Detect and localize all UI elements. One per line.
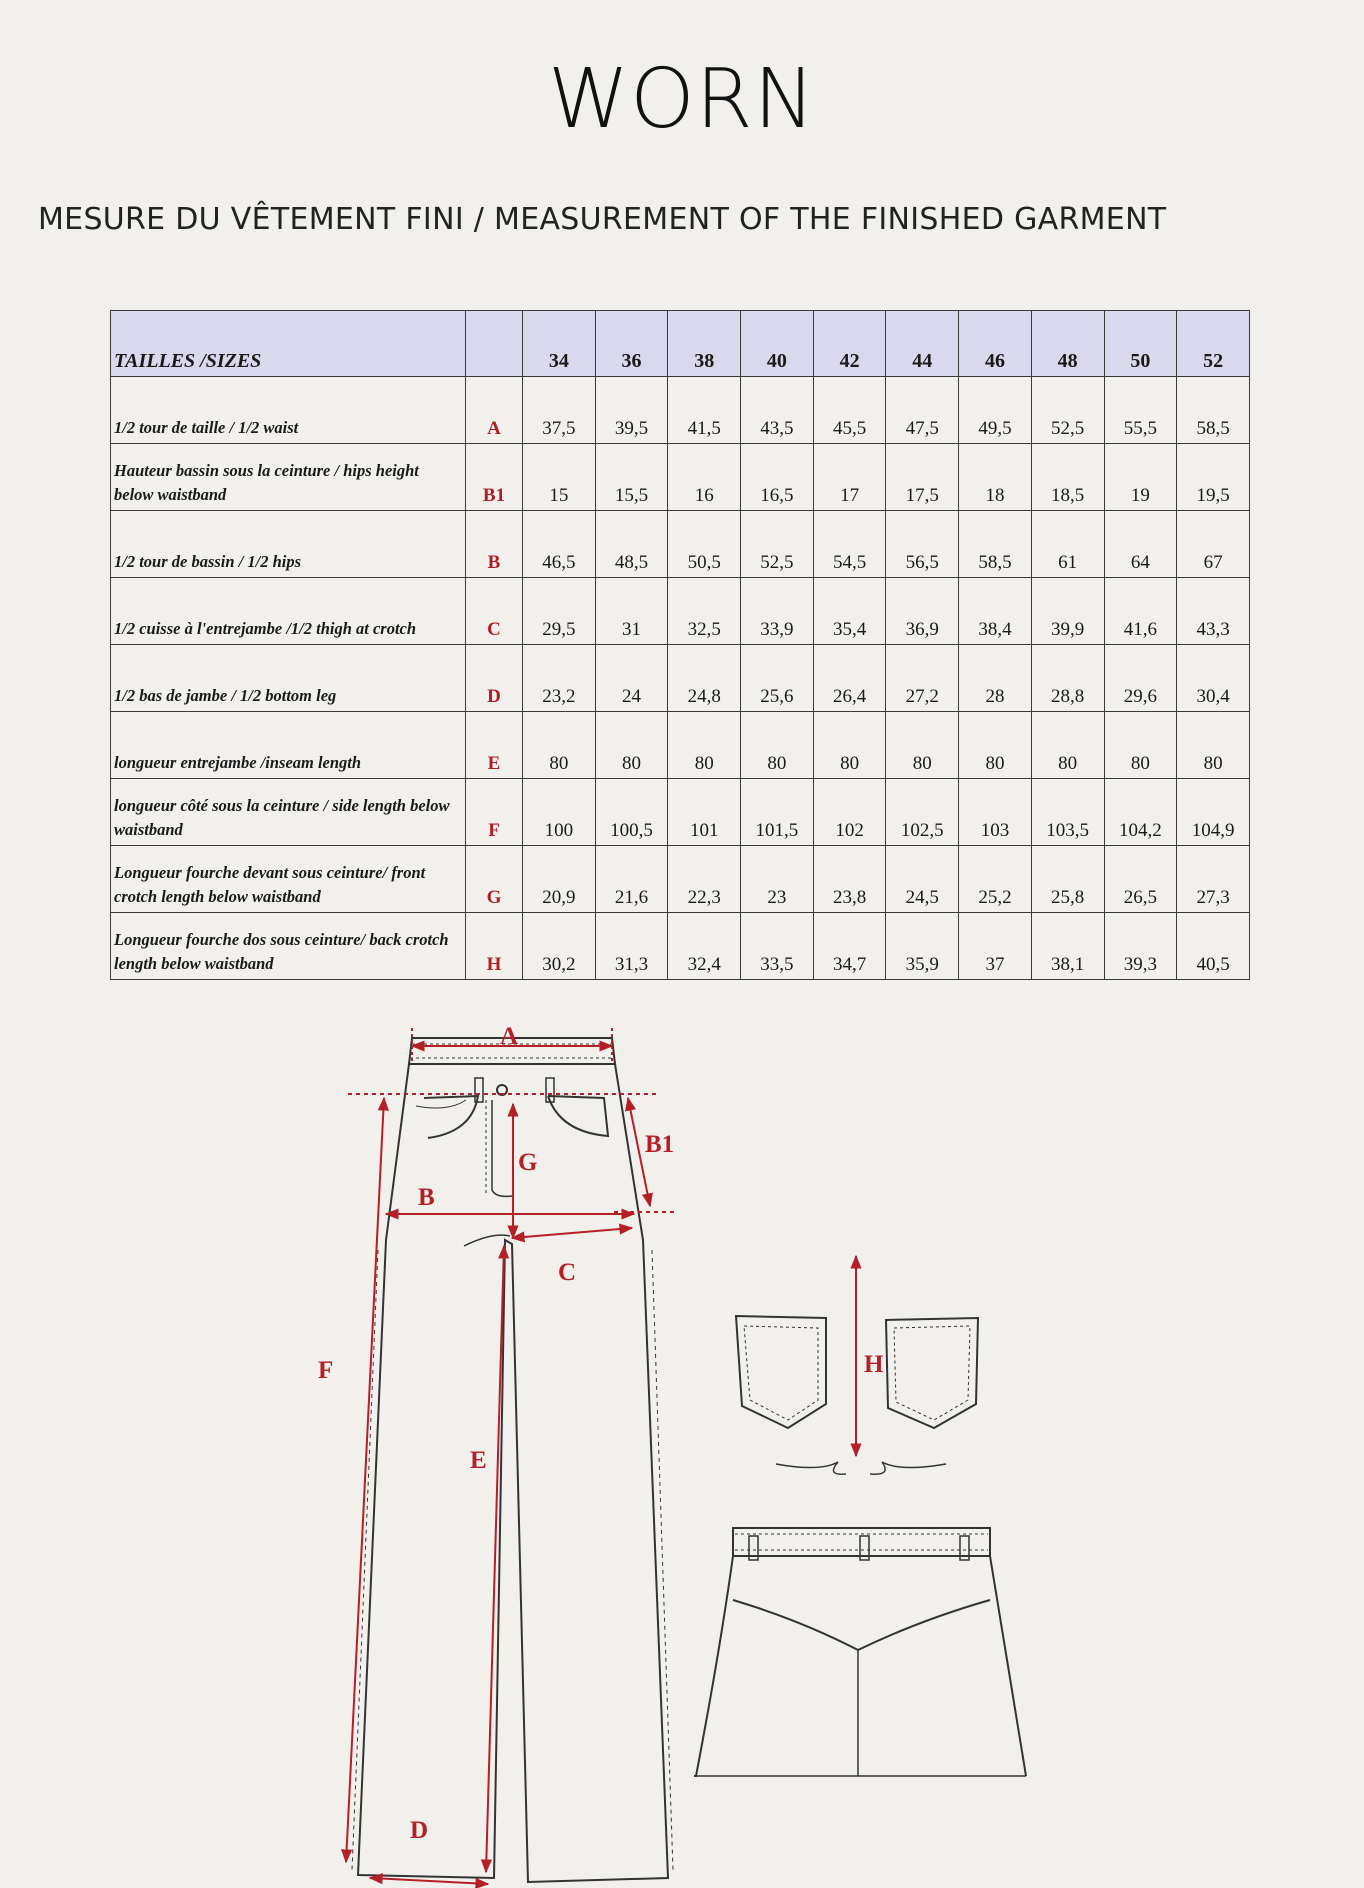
measurement-value: 33,9 [741, 578, 814, 645]
measurement-value: 15 [523, 444, 596, 511]
measurement-value: 103,5 [1031, 779, 1104, 846]
measurement-value: 39,5 [595, 377, 668, 444]
measurement-label: longueur côté sous la ceinture / side length below waistband [111, 779, 466, 846]
measurement-value: 55,5 [1104, 377, 1177, 444]
measurement-code: C [466, 578, 523, 645]
size-header-cell: 34 [523, 311, 596, 377]
measurement-value: 38,1 [1031, 913, 1104, 980]
size-header-cell: 50 [1104, 311, 1177, 377]
measurement-code: E [466, 712, 523, 779]
measurement-value: 24 [595, 645, 668, 712]
measurement-value: 80 [959, 712, 1032, 779]
measurement-value: 102,5 [886, 779, 959, 846]
size-header-cell: 52 [1177, 311, 1250, 377]
measurement-code: B1 [466, 444, 523, 511]
measurement-label: 1/2 bas de jambe / 1/2 bottom leg [111, 645, 466, 712]
measurement-value: 80 [1177, 712, 1250, 779]
dim-label-g: G [518, 1149, 538, 1176]
size-header-cell: 40 [741, 311, 814, 377]
measurement-code: A [466, 377, 523, 444]
dim-label-e: E [470, 1447, 487, 1474]
measurement-value: 25,8 [1031, 846, 1104, 913]
measurement-value: 39,3 [1104, 913, 1177, 980]
measurement-value: 19 [1104, 444, 1177, 511]
measurement-value: 80 [1104, 712, 1177, 779]
measurement-value: 23 [741, 846, 814, 913]
measurement-value: 58,5 [1177, 377, 1250, 444]
measurement-value: 25,6 [741, 645, 814, 712]
size-header-cell: 38 [668, 311, 741, 377]
measurement-value: 80 [1031, 712, 1104, 779]
measurement-value: 23,8 [813, 846, 886, 913]
measurement-value: 31,3 [595, 913, 668, 980]
measurement-value: 45,5 [813, 377, 886, 444]
measurement-value: 64 [1104, 511, 1177, 578]
measurement-value: 29,5 [523, 578, 596, 645]
measurement-value: 80 [668, 712, 741, 779]
measurement-label: longueur entrejambe /inseam length [111, 712, 466, 779]
measurement-value: 30,2 [523, 913, 596, 980]
measurement-value: 41,6 [1104, 578, 1177, 645]
measurement-value: 22,3 [668, 846, 741, 913]
measurement-code: B [466, 511, 523, 578]
measurement-value: 43,3 [1177, 578, 1250, 645]
measurement-value: 49,5 [959, 377, 1032, 444]
dim-label-a: A [500, 1023, 519, 1050]
measurement-value: 101,5 [741, 779, 814, 846]
size-header-cell: 44 [886, 311, 959, 377]
measurement-code: F [466, 779, 523, 846]
measurement-value: 61 [1031, 511, 1104, 578]
measurement-value: 46,5 [523, 511, 596, 578]
measurement-value: 20,9 [523, 846, 596, 913]
measurement-value: 19,5 [1177, 444, 1250, 511]
dim-label-c: C [558, 1259, 577, 1286]
brand-logo: WORN [548, 52, 816, 147]
measurement-value: 48,5 [595, 511, 668, 578]
back-pockets-visible-final [736, 1316, 826, 1432]
measurement-value: 52,5 [1031, 377, 1104, 444]
measurement-value: 27,2 [886, 645, 959, 712]
measurement-value: 17 [813, 444, 886, 511]
measurement-value: 35,4 [813, 578, 886, 645]
measurement-value: 43,5 [741, 377, 814, 444]
measurement-value: 25,2 [959, 846, 1032, 913]
measurement-value: 35,9 [886, 913, 959, 980]
measurement-value: 17,5 [886, 444, 959, 511]
measurement-value: 40,5 [1177, 913, 1250, 980]
measurement-value: 102 [813, 779, 886, 846]
measurement-value: 29,6 [1104, 645, 1177, 712]
measurement-value: 26,5 [1104, 846, 1177, 913]
measurement-value: 50,5 [668, 511, 741, 578]
measurement-code: H [466, 913, 523, 980]
measurement-value: 39,9 [1031, 578, 1104, 645]
measurement-value: 38,4 [959, 578, 1032, 645]
dim-label-d: D [410, 1817, 429, 1844]
measurement-code: D [466, 645, 523, 712]
measurement-value: 80 [886, 712, 959, 779]
front-measurement-lines [346, 1028, 676, 1884]
measurement-value: 37,5 [523, 377, 596, 444]
measurement-value: 28,8 [1031, 645, 1104, 712]
measurement-value: 24,8 [668, 645, 741, 712]
measurement-value: 56,5 [886, 511, 959, 578]
measurement-value: 103 [959, 779, 1032, 846]
measurement-value: 36,9 [886, 578, 959, 645]
dim-label-b: B [418, 1184, 435, 1211]
dim-label-f: F [318, 1357, 334, 1384]
back-pocket-shapes [734, 1318, 826, 1432]
measurement-value: 33,5 [741, 913, 814, 980]
measurement-value: 58,5 [959, 511, 1032, 578]
measurement-value: 16 [668, 444, 741, 511]
measurement-value: 32,4 [668, 913, 741, 980]
measurement-code: G [466, 846, 523, 913]
dim-label-h: H [864, 1351, 884, 1378]
measurement-value: 15,5 [595, 444, 668, 511]
measurement-value: 32,5 [668, 578, 741, 645]
measurement-value: 100 [523, 779, 596, 846]
measurement-value: 80 [813, 712, 886, 779]
measurement-value: 26,4 [813, 645, 886, 712]
measurement-value: 30,4 [1177, 645, 1250, 712]
measurement-value: 16,5 [741, 444, 814, 511]
back-pocket-left [734, 1316, 826, 1432]
measurement-value: 27,3 [1177, 846, 1250, 913]
size-header-cell: 48 [1031, 311, 1104, 377]
measurement-value: 37 [959, 913, 1032, 980]
measurement-value: 31 [595, 578, 668, 645]
measurement-value: 104,9 [1177, 779, 1250, 846]
measurement-value: 24,5 [886, 846, 959, 913]
measurement-value: 104,2 [1104, 779, 1177, 846]
measurement-value: 18 [959, 444, 1032, 511]
size-header-cell: 36 [595, 311, 668, 377]
measurement-value: 101 [668, 779, 741, 846]
measurement-value: 47,5 [886, 377, 959, 444]
measurement-label: 1/2 tour de taille / 1/2 waist [111, 377, 466, 444]
measurement-label: 1/2 tour de bassin / 1/2 hips [111, 511, 466, 578]
measurement-label: Longueur fourche dos sous ceinture/ back crotch length below waistband [111, 913, 466, 980]
measurement-label: 1/2 cuisse à l'entrejambe /1/2 thigh at crotch [111, 578, 466, 645]
measurement-value: 41,5 [668, 377, 741, 444]
measurement-value: 28 [959, 645, 1032, 712]
measurement-value: 80 [595, 712, 668, 779]
size-header-cell: 46 [959, 311, 1032, 377]
size-header-cell: 42 [813, 311, 886, 377]
dim-label-b1: B1 [645, 1131, 675, 1158]
measurement-value: 21,6 [595, 846, 668, 913]
measurement-value: 67 [1177, 511, 1250, 578]
page-subtitle: MESURE DU VÊTEMENT FINI / MEASUREMENT OF THE FINISHED GARMENT [38, 202, 1167, 237]
measurement-value: 100,5 [595, 779, 668, 846]
measurement-value: 18,5 [1031, 444, 1104, 511]
measurement-value: 52,5 [741, 511, 814, 578]
measurement-value: 80 [523, 712, 596, 779]
measurement-value: 34,7 [813, 913, 886, 980]
measurement-label: Hauteur bassin sous la ceinture / hips height below waistband [111, 444, 466, 511]
measurement-label: Longueur fourche devant sous ceinture/ front crotch length below waistband [111, 846, 466, 913]
measurement-value: 54,5 [813, 511, 886, 578]
measurement-value: 23,2 [523, 645, 596, 712]
sizes-header-label: TAILLES /SIZES [111, 311, 466, 377]
measurement-value: 80 [741, 712, 814, 779]
